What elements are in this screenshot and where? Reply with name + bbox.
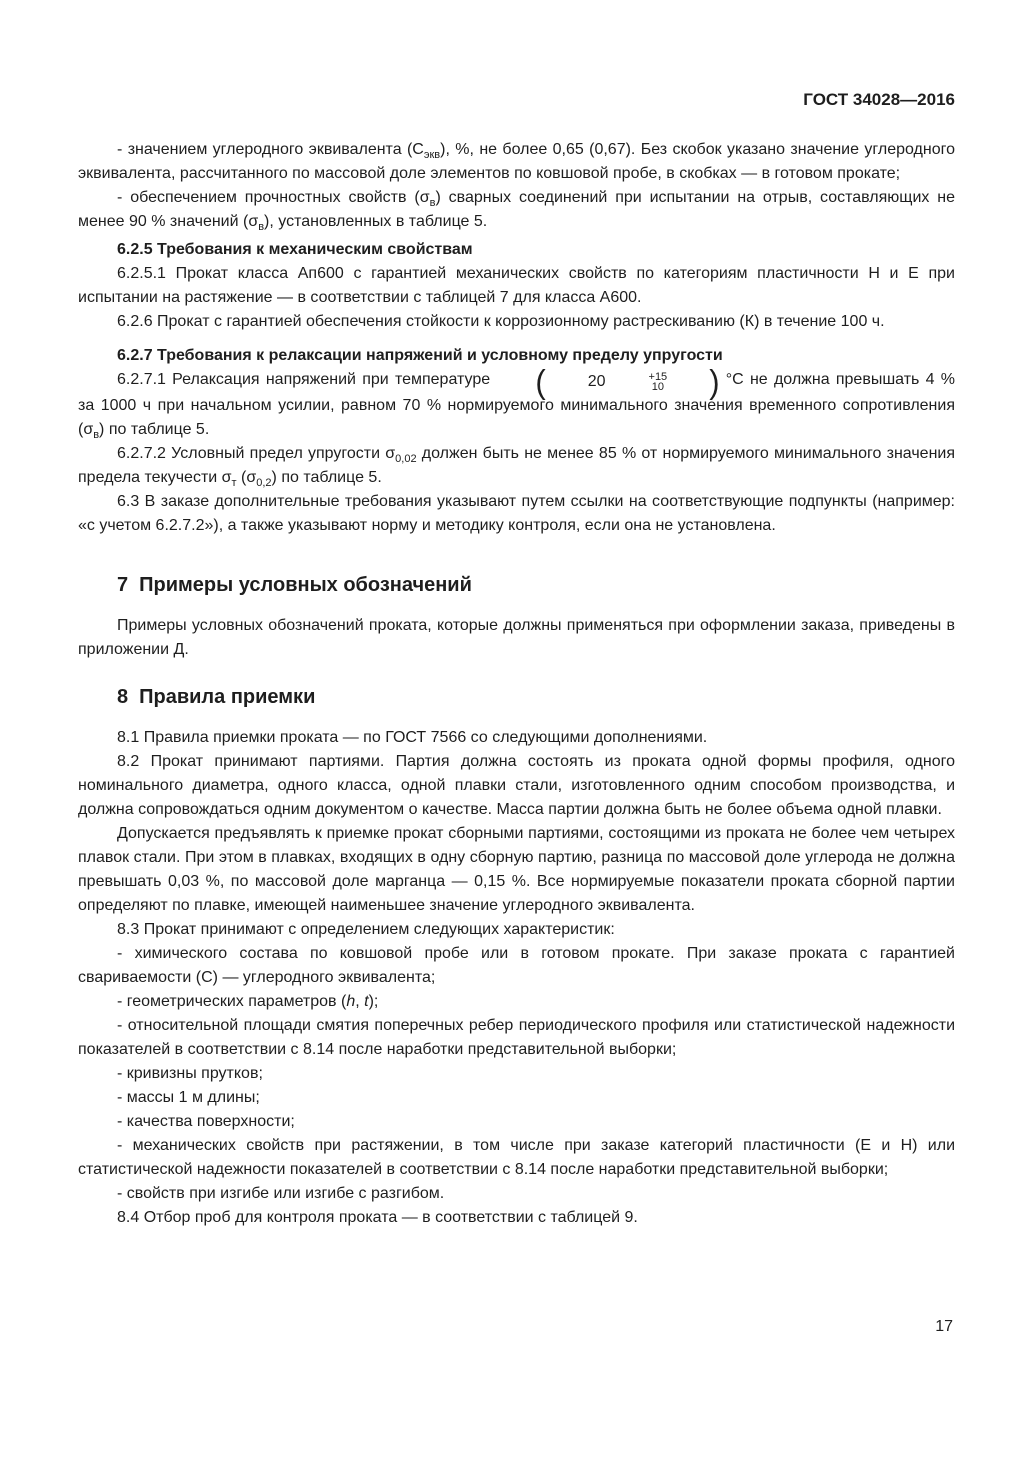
subscript-002: 0,02 [395, 452, 417, 465]
page-number: 17 [935, 1318, 953, 1335]
subscript-v: в [429, 197, 436, 209]
text-run: ), установленных в таблице 5. [264, 213, 488, 230]
paragraph-carbon-equivalent [78, 138, 955, 186]
paragraph-6-2-6: 6.2.6 Прокат с гарантией обеспечения стойкости к коррозионному растрескиванию (К) в течение 100 ч. [117, 313, 885, 330]
section-title: Правила приемки [139, 685, 316, 708]
italic-t: t [364, 992, 369, 1010]
list-item: - относительной площади смятия поперечных ребер периодического профиля или статистической надежности показателей в соответствии с 8.14 после наработки представительной выборки; [78, 1016, 955, 1058]
text-run: ) сварных соединений при испытании на отрыв, составляющих не менее 90 % значений (σ [78, 189, 955, 230]
temperature-formula [496, 362, 720, 401]
text-run: , [355, 992, 365, 1010]
text-run: ) по таблице 5. [99, 420, 210, 438]
text-run: - значением углеродного эквивалента (С [117, 141, 424, 158]
text-run: 6.2.7.2 Условный предел упругости σ [117, 444, 396, 462]
section-8-heading [78, 684, 955, 710]
list-item: - качества поверхности; [117, 1112, 295, 1130]
text-run: должен быть не менее 85 % от нормируемого минимального значения предела текучести σ [78, 444, 956, 486]
list-item: - кривизны прутков; [117, 1064, 263, 1082]
list-item: - массы 1 м длины; [117, 1088, 260, 1106]
subscript-v: в [93, 428, 100, 441]
close-paren: ) [709, 362, 720, 401]
paragraph-8-1: 8.1 Правила приемки проката — по ГОСТ 7566 со следующими дополнениями. [117, 728, 708, 746]
list-item-chemical: - химического состава по ковшовой пробе или в готовом прокате. При заказе проката с гарантией свариваемости (С) — углеродного эквивалента; [78, 944, 955, 986]
text-run: ), %, не более 0,65 (0,67). Без скобок указано значение углеродного эквивалента, рассчитанного по массовой доле элементов по ковшовой пробе, в скобках — в готовом прокате; [78, 141, 956, 182]
subheading-6-2-7: 6.2.7 Требования к релаксации напряжений и условному пределу упругости [117, 347, 723, 364]
paragraph-8-2-a: 8.2 Прокат принимают партиями. Партия должна состоять из проката одной формы профиля, одного номинального диаметра, одного класса, одной плавки стали, изготовленного одним способом производства, и должна сопровождаться одним документом о качестве. Масса партии должна быть не более объема одной плавки. [78, 752, 955, 818]
paragraph-8-4: 8.4 Отбор проб для контроля проката — в соответствии с таблицей 9. [117, 1208, 638, 1226]
section-7-heading [78, 572, 955, 598]
paragraph-6-2-5-1: 6.2.5.1 Прокат класса Ап600 с гарантией механических свойств по категориям пластичности Н и Е при испытании на растяжение — в соответствии с таблицей 7 для класса А600. [78, 265, 955, 306]
tolerance-upper: +15 [648, 370, 668, 383]
section-title: Примеры условных обозначений [139, 573, 472, 596]
paragraph-8-2-b: Допускается предъявлять к приемке прокат сборными партиями, состоящими из проката не более чем четырех плавок стали. При этом в плавках, входящих в одну сборную партию, разница по массовой доле углерода не должна превышать 0,03 %, по массовой доле марганца — 0,15 %. Все нормируемые показатели проката сборной партии определяют по плавке, имеющей наименьшее значение углеродного эквивалента. [78, 824, 955, 914]
text-run: - обеспечением прочностных свойств (σ [117, 189, 430, 206]
subscript-t: т [231, 476, 237, 489]
text-run: ); [368, 992, 379, 1010]
list-item: - механических свойств при растяжении, в том числе при заказе категорий пластичности (Е и Н) или статистической надежности показателей в соответствии с 8.14 после наработки представительной выборки; [78, 1136, 955, 1178]
subscript-v: в [258, 221, 265, 233]
text-run: - геометрических параметров ( [117, 992, 347, 1010]
paragraph-weld-strength [78, 186, 955, 234]
paragraph-8-3: 8.3 Прокат принимают с определением следующих характеристик: [117, 920, 615, 938]
paragraph-7-intro: Примеры условных обозначений проката, которые должны применяться при оформлении заказа, приведены в приложении Д. [78, 616, 955, 658]
list-item-geometry [78, 990, 955, 1014]
paragraph-6-2-7-1 [78, 362, 956, 442]
subheading-6-2-5: 6.2.5 Требования к механическим свойствам [117, 241, 473, 258]
section-number: 8 [117, 685, 129, 708]
text-run: 6.2.7.1 Релаксация напряжений при температуре [117, 371, 497, 388]
text-run: °С не должна превышать 4 % за 1000 ч при начальном усилии, равном 70 % нормируемого минимального значения временного сопротивления (σ [78, 371, 956, 438]
temperature-tolerance [610, 372, 668, 392]
doc-number-header: ГОСТ 34028—2016 [803, 90, 955, 109]
subscript-ekv: экв [423, 149, 441, 161]
subscript-02: 0,2 [256, 476, 272, 489]
text-run: ) по таблице 5. [271, 468, 382, 486]
open-paren: ( [535, 362, 546, 401]
temperature-base: 20 [587, 372, 606, 390]
list-item: - свойств при изгибе или изгибе с разгибом. [117, 1184, 445, 1202]
page-content [78, 90, 955, 1230]
italic-h: h [346, 992, 356, 1010]
paragraph-6-3: 6.3 В заказе дополнительные требования указывают путем ссылки на соответствующие подпункты (например: «с учетом 6.2.7.2»), а также указывают норму и методику контроля, если она не установлена. [78, 492, 955, 534]
paragraph-6-2-7-2 [78, 442, 955, 490]
text-run: (σ [236, 468, 257, 486]
section-number: 7 [117, 573, 129, 596]
tolerance-lower: 10 [651, 380, 664, 393]
